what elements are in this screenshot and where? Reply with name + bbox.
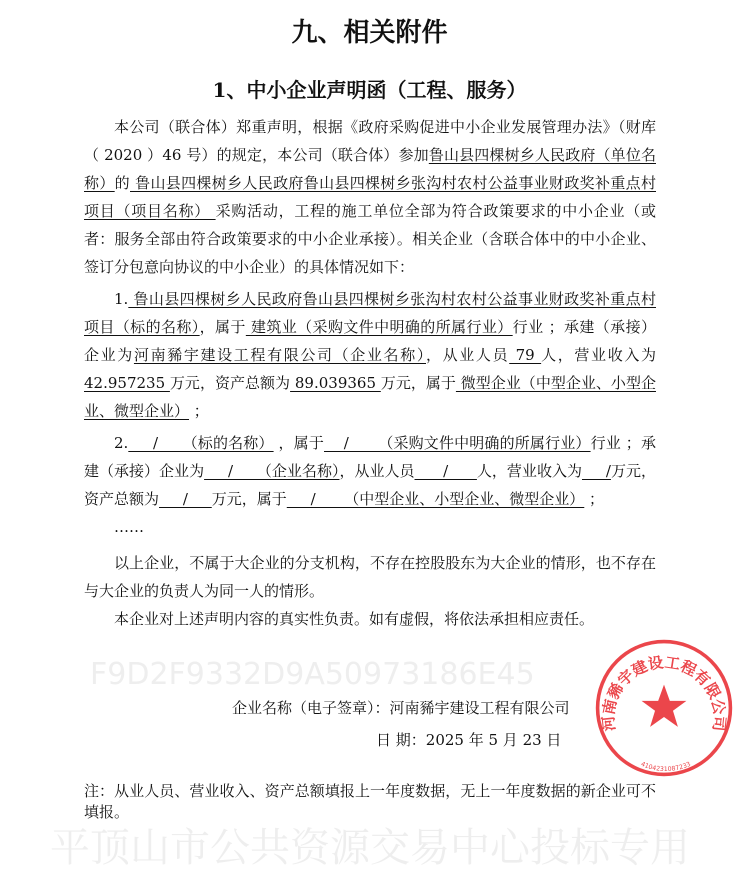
company-name-field: / （企业名称） [204, 462, 340, 480]
text: 采购活动，工程的施工单位全部为符合政策要求的中小企业（或者：服务全部由符合政策要求的中小企业承接）。相关企业（含联合体中的中小企业、签订分包意向协议的中小企业）的具体情况如下： [84, 202, 656, 276]
seal-text: 河南豨宇建设工程有限公司 [599, 653, 729, 733]
subject-name-field: 鲁山县四棵树乡人民政府鲁山县四棵树乡张沟村农村公益事业财政奖补重点村项目（标的名称） [84, 290, 656, 336]
text: ，从业人员 [426, 346, 510, 364]
text: ； [584, 490, 605, 508]
text: ，从业人员 [339, 462, 415, 480]
company-seal [594, 638, 734, 778]
text: 万元，属于 [211, 490, 287, 508]
responsibility-statement: 本企业对上述声明内容的真实性负责。如有虚假，将依法承担相应责任。 [114, 610, 595, 628]
enterprise-size-field: 微型企业（中型企业、小型企业、微型企业） [84, 374, 656, 420]
date-line [376, 729, 561, 750]
enterprise-size-field: / （中型企业、小型企业、微型企业） [286, 490, 585, 508]
text: 行业 ；承建（承接）企业为 [84, 434, 656, 480]
seal-code: 4104231087233 [639, 760, 692, 774]
ellipsis: …… [114, 518, 144, 536]
text: 行业 ；承建（承接）企业为 [84, 318, 656, 364]
unit-name-field: 鲁山县四棵树乡人民政府（单位名称） [84, 146, 656, 192]
assets-field: 89.039365 [290, 374, 381, 392]
signature-line [232, 697, 570, 718]
text: 本公司（联合体）郑重声明，根据《政府采购促进中小企业发展管理办法》（财库（ 2020 ）46 号）的规定，本公司（联合体）参加 [84, 118, 656, 164]
assets-field: / [159, 490, 212, 508]
date-value: 2025 年 5 月 23 日 [425, 731, 562, 749]
text: 万元，资产总额为 [169, 374, 291, 392]
section-title: 九、相关附件 [291, 18, 448, 48]
text: ，属于 [199, 318, 246, 336]
text: ； [189, 402, 209, 420]
item-number: 2. [114, 434, 129, 452]
item-number: 1. [114, 290, 129, 308]
watermark-code: F9D2F9332D9A50973186E45 [90, 657, 535, 692]
text: ，属于 [273, 434, 324, 452]
text: 人，营业收入为 [541, 346, 656, 364]
text: 万元，资产总额为 [84, 462, 656, 508]
text: 万元，属于 [380, 374, 456, 392]
subject-name-field: / （标的名称） [128, 434, 274, 452]
company-name-field: 河南豨宇建设工程有限公司（企业名称） [133, 346, 426, 364]
text: 人，营业收入为 [476, 462, 582, 480]
enterprise-item-1 [84, 285, 656, 425]
star-icon [642, 685, 687, 727]
industry-field: 建筑业（采购文件中明确的所属行业） [245, 318, 513, 336]
revenue-field: / [581, 462, 611, 480]
enterprise-item-2 [84, 429, 656, 513]
staff-field: / [414, 462, 477, 480]
company-signature: 河南豨宇建设工程有限公司 [389, 699, 570, 717]
industry-field: / （采购文件中明确的所属行业） [324, 434, 591, 452]
date-label: 日 期： [376, 731, 426, 749]
document-title: 1、中小企业声明函（工程、服务） [212, 78, 527, 102]
staff-field: 79 [509, 346, 542, 364]
non-large-enterprise-statement: 以上企业，不属于大企业的分支机构，不存在控股股东为大企业的情形，也不存在与大企业的负责人为同一人的情形。 [84, 554, 656, 600]
watermark: 平顶山市公共资源交易中心投标专用 [50, 825, 690, 871]
declaration-paragraph [84, 113, 656, 281]
text: 的 [114, 174, 131, 192]
declaration-body [84, 113, 656, 633]
revenue-field: 42.957235 [84, 374, 170, 392]
project-name-field: 鲁山县四棵树乡人民政府鲁山县四棵树乡张沟村农村公益事业财政奖补重点村项目（项目名称） [84, 174, 656, 220]
footnote: 注：从业人员、营业收入、资产总额填报上一年度数据，无上一年度数据的新企业可不填报。 [84, 782, 656, 821]
signature-label: 企业名称（电子签章）： [232, 699, 390, 717]
